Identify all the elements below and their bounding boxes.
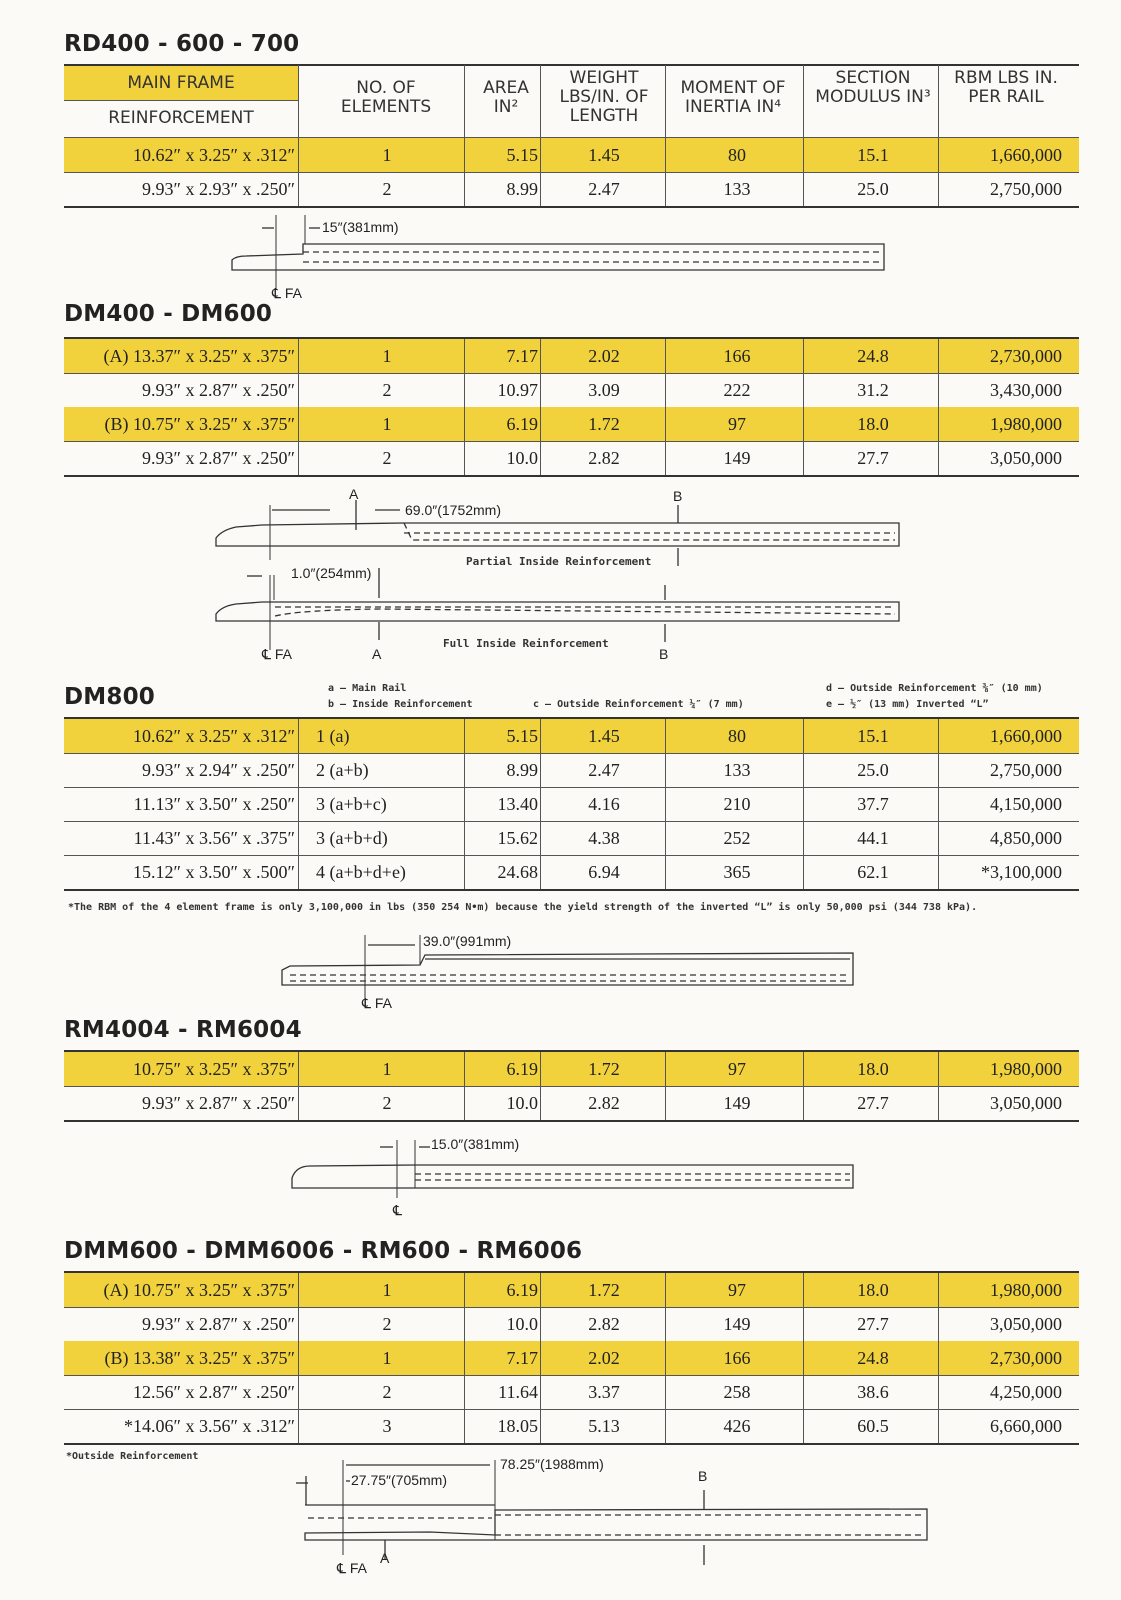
table-cell: 25.0 [857,760,889,780]
table-cell: 3.37 [588,1382,620,1402]
d2-label-b: B [673,488,683,504]
table-cell: 3,050,000 [990,1314,1062,1334]
table-cell: 27.7 [857,1314,889,1334]
header-elements: NO. OF ELEMENTS [340,78,432,117]
table-cell: 9.93″ x 2.87″ x .250″ [142,380,295,400]
table-cell: (B) 10.75″ x 3.25″ x .375″ [104,414,295,434]
table-cell: 10.0 [506,448,538,468]
table-cell: 38.6 [857,1382,889,1402]
table-cell: 80 [728,726,746,746]
table-cell: 1 [382,346,392,366]
d3-centerline: ℄ FA [262,646,292,662]
table-cell: 426 [723,1416,751,1436]
table-cell: 149 [723,1093,751,1113]
d6-label-b: B [698,1468,708,1484]
table-cell: 10.75″ x 3.25″ x .375″ [133,1059,295,1079]
table-cell: 1.45 [588,145,620,165]
table-cell: 24.8 [857,1348,889,1368]
table-cell: *14.06″ x 3.56″ x .312″ [124,1416,295,1436]
table-cell: 2 [382,179,392,199]
table-cell: 18.0 [857,414,889,434]
table-cell: 258 [723,1382,751,1402]
header-modulus: SECTION MODULUS IN³ [815,68,931,107]
table-cell: 97 [728,1280,746,1300]
d5-centerline: ℄ [393,1202,402,1218]
table-cell: 25.0 [857,179,889,199]
table-cell: 2.02 [588,1348,620,1368]
table-cell: 166 [723,346,751,366]
header-inertia: MOMENT OF INERTIA IN⁴ [680,78,786,117]
d6-label-a: A [380,1550,390,1566]
table-cell: 2.02 [588,346,620,366]
table-cell: 4.16 [588,794,620,814]
d3-caption: Full Inside Reinforcement [443,637,609,650]
table-cell: 133 [723,179,751,199]
table-cell: 1,660,000 [990,726,1062,746]
table-cell: 1,980,000 [990,1280,1062,1300]
section-title-rd400: RD400 - 600 - 700 [64,31,300,57]
table-cell: 12.56″ x 2.87″ x .250″ [133,1382,295,1402]
table-cell: 11.43″ x 3.56″ x .375″ [133,828,295,848]
table-cell: 80 [728,145,746,165]
table-cell: 27.7 [857,1093,889,1113]
table-cell: 1,660,000 [990,145,1062,165]
table-cell: 1 [382,414,392,434]
table-cell: 97 [728,1059,746,1079]
table-cell: 31.2 [857,380,889,400]
table-cell: 5.15 [506,726,538,746]
dm800-footnote: *The RBM of the 4 element frame is only 3,100,000 in lbs (350 254 N•m) because the yield strength of the inverted “L” is only 50,000 psi (344 738 kPa). [68,902,978,913]
table-cell: 2.82 [588,1314,620,1334]
table-cell: 252 [723,828,751,848]
table-cell: (A) 13.37″ x 3.25″ x .375″ [103,346,295,366]
table-cell: 3,050,000 [990,448,1062,468]
table-cell: 24.8 [857,346,889,366]
legend-e: e — ½″ (13 mm) Inverted “L” [826,699,989,710]
table-cell: 10.97 [497,380,538,400]
header-reinforcement: REINFORCEMENT [108,108,254,128]
legend-d: d — Outside Reinforcement ⅜″ (10 mm) [826,683,1043,694]
table-cell: 9.93″ x 2.93″ x .250″ [142,179,295,199]
d2-dimension: 69.0″(1752mm) [405,502,501,518]
table-cell: 9.93″ x 2.87″ x .250″ [142,448,295,468]
table-cell: 27.7 [857,448,889,468]
d3-dimension: 1.0″(254mm) [291,565,372,581]
table-cell: 4,150,000 [990,794,1062,814]
table-cell: 2 [382,448,392,468]
table-cell: 1 [382,1280,392,1300]
table-cell: 2,750,000 [990,179,1062,199]
section-title-dm800: DM800 [64,684,155,710]
table-cell: 62.1 [857,862,889,882]
section-title-rm4004: RM4004 - RM6004 [64,1017,302,1043]
table-cell: 365 [723,862,751,882]
d6-dimension-1: 27.75″(705mm) [351,1472,447,1488]
table-cell: 1,980,000 [990,414,1062,434]
table-cell: 15.12″ x 3.50″ x .500″ [133,862,295,882]
table-cell: 9.93″ x 2.87″ x .250″ [142,1314,295,1334]
table-cell: 6.19 [506,1280,538,1300]
header-main-frame: MAIN FRAME [127,73,235,93]
table-cell: 1,980,000 [990,1059,1062,1079]
table-cell: 97 [728,414,746,434]
table-cell: 2 [382,1382,392,1402]
d3-label-a: A [372,646,382,662]
table-cell: 4 (a+b+d+e) [316,862,406,882]
table-cell: 222 [723,380,751,400]
table-cell: 13.40 [497,794,538,814]
table-cell: 18.0 [857,1280,889,1300]
table-cell: 60.5 [857,1416,889,1436]
table-cell: 1.45 [588,726,620,746]
legend-a: a — Main Rail [328,683,407,694]
table-cell: (B) 13.38″ x 3.25″ x .375″ [104,1348,295,1368]
table-cell: 5.13 [588,1416,620,1436]
header-rbm: RBM LBS IN. PER RAIL [954,68,1058,107]
table-cell: 1.72 [588,1280,620,1300]
table-cell: 9.93″ x 2.87″ x .250″ [142,1093,295,1113]
dmm600-footnote: *Outside Reinforcement [66,1451,199,1462]
table-cell: 3 (a+b+c) [316,794,387,814]
table-cell: 2.82 [588,1093,620,1113]
table-cell: 7.17 [506,346,538,366]
table-cell: 1 [382,1348,392,1368]
table-cell: 4.38 [588,828,620,848]
table-cell: 4,850,000 [990,828,1062,848]
header-area: AREA IN² [483,78,529,117]
d6-centerline: ℄ FA [337,1560,367,1576]
table-cell: 210 [723,794,751,814]
table-cell: 15.1 [857,726,889,746]
table-cell: 18.0 [857,1059,889,1079]
table-cell: 15.62 [497,828,538,848]
table-cell: 2 [382,1314,392,1334]
table-cell: 44.1 [857,828,889,848]
table-cell: 37.7 [857,794,889,814]
table-cell: 1.72 [588,1059,620,1079]
table-cell: 2 (a+b) [316,760,369,780]
table-cell: 2.47 [588,760,620,780]
table-cell: 10.62″ x 3.25″ x .312″ [133,145,295,165]
table-cell: 6.19 [506,1059,538,1079]
diagram-rm4004-rail [292,1140,853,1198]
table-cell: 11.64 [498,1382,538,1402]
d2-label-a: A [349,486,359,502]
table-cell: 149 [723,448,751,468]
d4-dimension: 39.0″(991mm) [423,933,512,949]
table-cell: 2,750,000 [990,760,1062,780]
d3-label-b: B [659,646,669,662]
table-cell: 1 [382,1059,392,1079]
table-cell: 2.47 [588,179,620,199]
table-cell: 8.99 [506,760,538,780]
table-cell: 10.0 [506,1093,538,1113]
table-cell: 4,250,000 [990,1382,1062,1402]
table-cell: 1 (a) [316,726,350,746]
table-cell: 15.1 [857,145,889,165]
header-weight: WEIGHT LBS/IN. OF LENGTH [559,68,649,126]
table-cell: 3,050,000 [990,1093,1062,1113]
d2-caption: Partial Inside Reinforcement [466,555,652,568]
table-cell: 2,730,000 [990,1348,1062,1368]
table-cell: 7.17 [506,1348,538,1368]
table-cell: 149 [723,1314,751,1334]
table-cell: 24.68 [497,862,538,882]
table-cell: 10.0 [506,1314,538,1334]
d1-dimension: 15″(381mm) [322,219,399,235]
table-cell: 8.99 [506,179,538,199]
table-cell: 9.93″ x 2.94″ x .250″ [142,760,295,780]
table-cell: 6.19 [506,414,538,434]
table-cell: 3 [382,1416,392,1436]
legend-c: c — Outside Reinforcement ¼″ (7 mm) [533,699,744,710]
table-cell: 133 [723,760,751,780]
table-cell: 2 [382,380,392,400]
table-cell: 166 [723,1348,751,1368]
table-cell: 18.05 [497,1416,538,1436]
table-cell: 3.09 [588,380,620,400]
legend-b: b — Inside Reinforcement [328,699,473,710]
d1-centerline: ℄ FA [272,285,302,301]
table-cell: 2,730,000 [990,346,1062,366]
table-cell: 1 [382,145,392,165]
section-title-dm400: DM400 - DM600 [64,301,273,327]
table-cell: 6,660,000 [990,1416,1062,1436]
table-cell: 3,430,000 [990,380,1062,400]
table-cell: 3 (a+b+d) [316,828,388,848]
table-cell: 5.15 [506,145,538,165]
table-cell: (A) 10.75″ x 3.25″ x .375″ [103,1280,295,1300]
d6-dimension-2: 78.25″(1988mm) [500,1456,604,1472]
d5-dimension: 15.0″(381mm) [431,1136,520,1152]
table-cell: 6.94 [588,862,620,882]
table-cell: 1.72 [588,414,620,434]
section-title-dmm600: DMM600 - DMM6006 - RM600 - RM6006 [64,1238,583,1264]
table-cell: 11.13″ x 3.50″ x .250″ [133,794,295,814]
table-cell: 2.82 [588,448,620,468]
table-cell: 2 [382,1093,392,1113]
table-cell: *3,100,000 [981,862,1062,882]
table-cell: 10.62″ x 3.25″ x .312″ [133,726,295,746]
d4-centerline: ℄ FA [362,995,392,1011]
